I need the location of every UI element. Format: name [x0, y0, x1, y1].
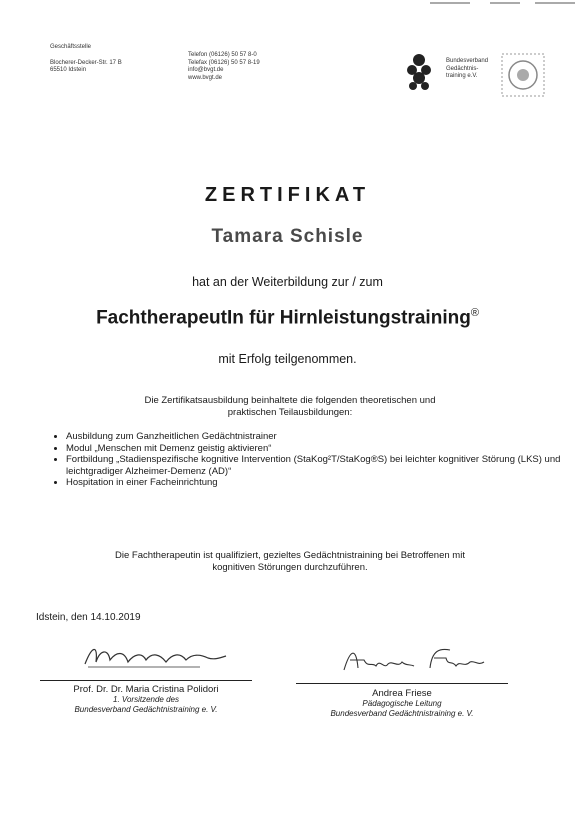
- list-item: • Hospitation in einer Facheinrichtung: [66, 477, 566, 489]
- brain-logo-icon: [404, 52, 434, 92]
- signatory-1: [20, 684, 272, 715]
- scan-edge-lines: [430, 0, 575, 6]
- place-date: Idstein, den 14.10.2019: [36, 612, 141, 623]
- qualification-line-1: Die Fachtherapeutin ist qualifiziert, gezieltes Gedächtnistraining bei Betroffenen mit: [115, 550, 465, 561]
- signatory-1-role-2: Bundesverband Gedächtnistraining e. V.: [74, 705, 218, 714]
- qualification-line-2: kognitiven Störungen durchzuführen.: [212, 562, 368, 573]
- description: [70, 395, 510, 419]
- signatory-2-role-1: Pädagogische Leitung: [362, 699, 442, 708]
- signatory-1-name: Prof. Dr. Dr. Maria Cristina Polidori: [73, 684, 219, 695]
- course-name: FachtherapeutIn für Hirnleistungstraining: [96, 307, 471, 329]
- org-line-1: Bundesverband: [446, 58, 489, 64]
- list-item: • Ausbildung zum Ganzheitlichen Gedächtnistrainer: [66, 431, 566, 443]
- signatory-2-name: Andrea Friese: [372, 688, 432, 699]
- signature-line-2: [296, 683, 508, 684]
- list-item: • Fortbildung „Stadienspezifische kognitive Intervention (StaKog²T/StaKog®S) bei leichter kognitiver Störung (LKS) und leichtgradiger Alzheimer-Demenz (AD)“: [66, 454, 566, 477]
- signatory-2-role-2: Bundesverband Gedächtnistraining e. V.: [330, 709, 474, 718]
- signature-polidori: [80, 640, 230, 672]
- org-name: [446, 58, 506, 81]
- phone: Telefon (06126) 50 57 8-0: [188, 52, 257, 58]
- signature-friese: [340, 640, 490, 680]
- list-item: • Modul „Menschen mit Demenz geistig aktivieren“: [66, 443, 566, 455]
- address-block: [50, 44, 170, 75]
- certificate-title: ZERTIFIKAT: [204, 184, 371, 206]
- registered-mark: ®: [470, 307, 479, 319]
- intro-text: hat an der Weiterbildung zur / zum: [192, 275, 383, 289]
- email: info@bvgt.de: [188, 67, 224, 73]
- fax: Telefax (06126) 50 57 8-19: [188, 59, 260, 66]
- description-line-1: Die Zertifikatsausbildung beinhaltete die folgenden theoretischen und: [144, 395, 436, 406]
- city: 65510 Idstein: [50, 67, 87, 73]
- org-line-3: training e.V.: [446, 73, 478, 79]
- signatory-2: [282, 688, 522, 719]
- description-line-2: praktischen Teilausbildungen:: [227, 407, 353, 418]
- qualification-text: [40, 550, 540, 574]
- course-title: [0, 307, 575, 329]
- web: www.bvgt.de: [188, 74, 223, 81]
- org-line-2: Gedächtnis-: [446, 65, 479, 72]
- office-label: Geschäftsstelle: [50, 44, 92, 50]
- stamp-icon: [500, 52, 546, 98]
- recipient-name: Tamara Schisle: [211, 226, 364, 247]
- success-text: mit Erfolg teilgenommen.: [218, 352, 357, 366]
- contact-block: [188, 52, 328, 82]
- module-list: [52, 431, 566, 489]
- signature-line-1: [40, 680, 252, 681]
- street: Blocherer-Decker-Str. 17 B: [50, 59, 122, 66]
- signatory-1-role-1: 1. Vorsitzende des: [113, 695, 179, 704]
